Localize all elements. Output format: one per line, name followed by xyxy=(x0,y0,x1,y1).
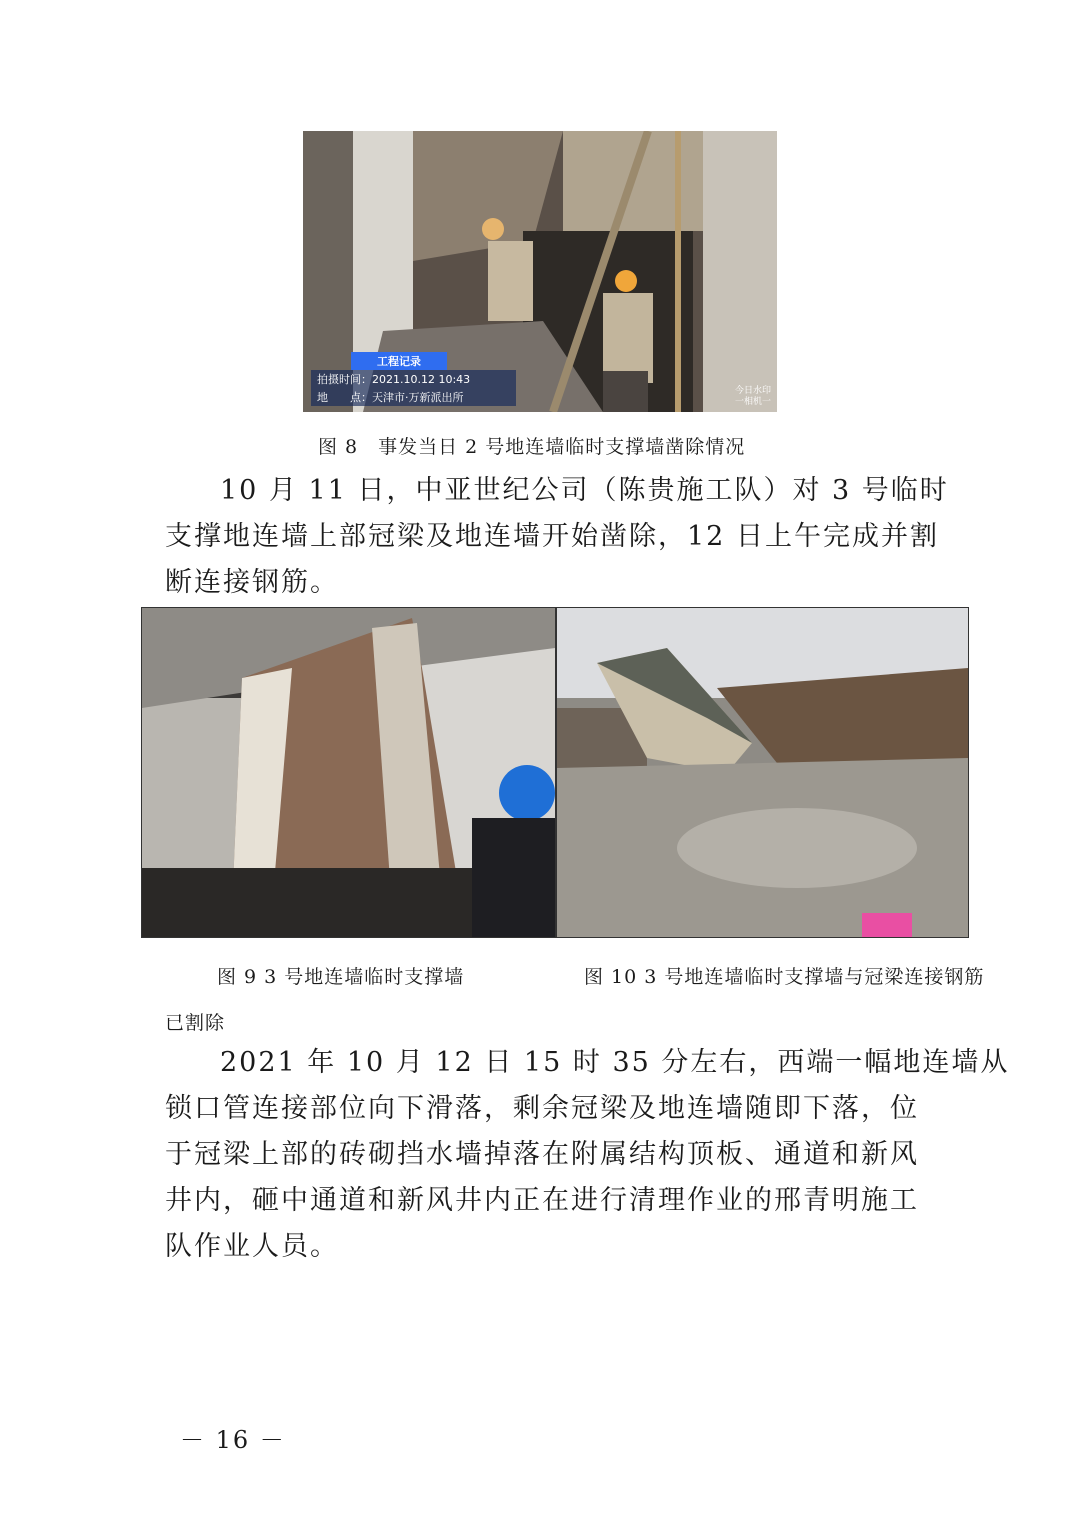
paragraph-2-line: 2021 年 10 月 12 日 15 时 35 分左右，西端一幅地连墙从 xyxy=(220,1047,1010,1078)
figure-8-photo xyxy=(303,131,777,412)
paragraph-1-line: 支撑地连墙上部冠梁及地连墙开始凿除，12 日上午完成并割 xyxy=(165,521,939,552)
paragraph-1-line: 断连接钢筋。 xyxy=(165,567,339,598)
paragraph-2-line: 锁口管连接部位向下滑落，剩余冠梁及地连墙随即下落，位 xyxy=(165,1093,919,1124)
paragraph-1 xyxy=(165,468,949,606)
paragraph-2-line: 井内，砸中通道和新风井内正在进行清理作业的邢青明施工 xyxy=(165,1185,919,1216)
overlay-place-row: 地 点：天津市·万新派出所 xyxy=(311,388,516,406)
overlay-time-row: 拍摄时间：2021.10.12 10:43 xyxy=(311,370,516,388)
photo-timestamp-overlay xyxy=(311,352,516,406)
watermark: 今日水印 一相机一 xyxy=(734,386,771,407)
figure-9-photo xyxy=(141,607,556,938)
paragraph-1-line: 10 月 11 日，中亚世纪公司（陈贵施工队）对 3 号临时 xyxy=(220,475,949,506)
figure-9-caption: 图 9 3 号地连墙临时支撑墙 xyxy=(217,966,465,988)
caption-continuation: 已割除 xyxy=(165,1012,226,1034)
figure-10-photo xyxy=(556,607,969,938)
paragraph-2-line: 于冠梁上部的砖砌挡水墙掉落在附属结构顶板、通道和新风 xyxy=(165,1139,919,1170)
overlay-title: 工程记录 xyxy=(351,352,447,370)
paragraph-2 xyxy=(165,1040,1010,1270)
figure-10-caption: 图 10 3 号地连墙临时支撑墙与冠梁连接钢筋 xyxy=(584,966,985,988)
page-number: － 16 － xyxy=(180,1426,286,1454)
figure-8-caption: 图 8 事发当日 2 号地连墙临时支撑墙凿除情况 xyxy=(318,436,746,458)
paragraph-2-line: 队作业人员。 xyxy=(165,1231,339,1262)
